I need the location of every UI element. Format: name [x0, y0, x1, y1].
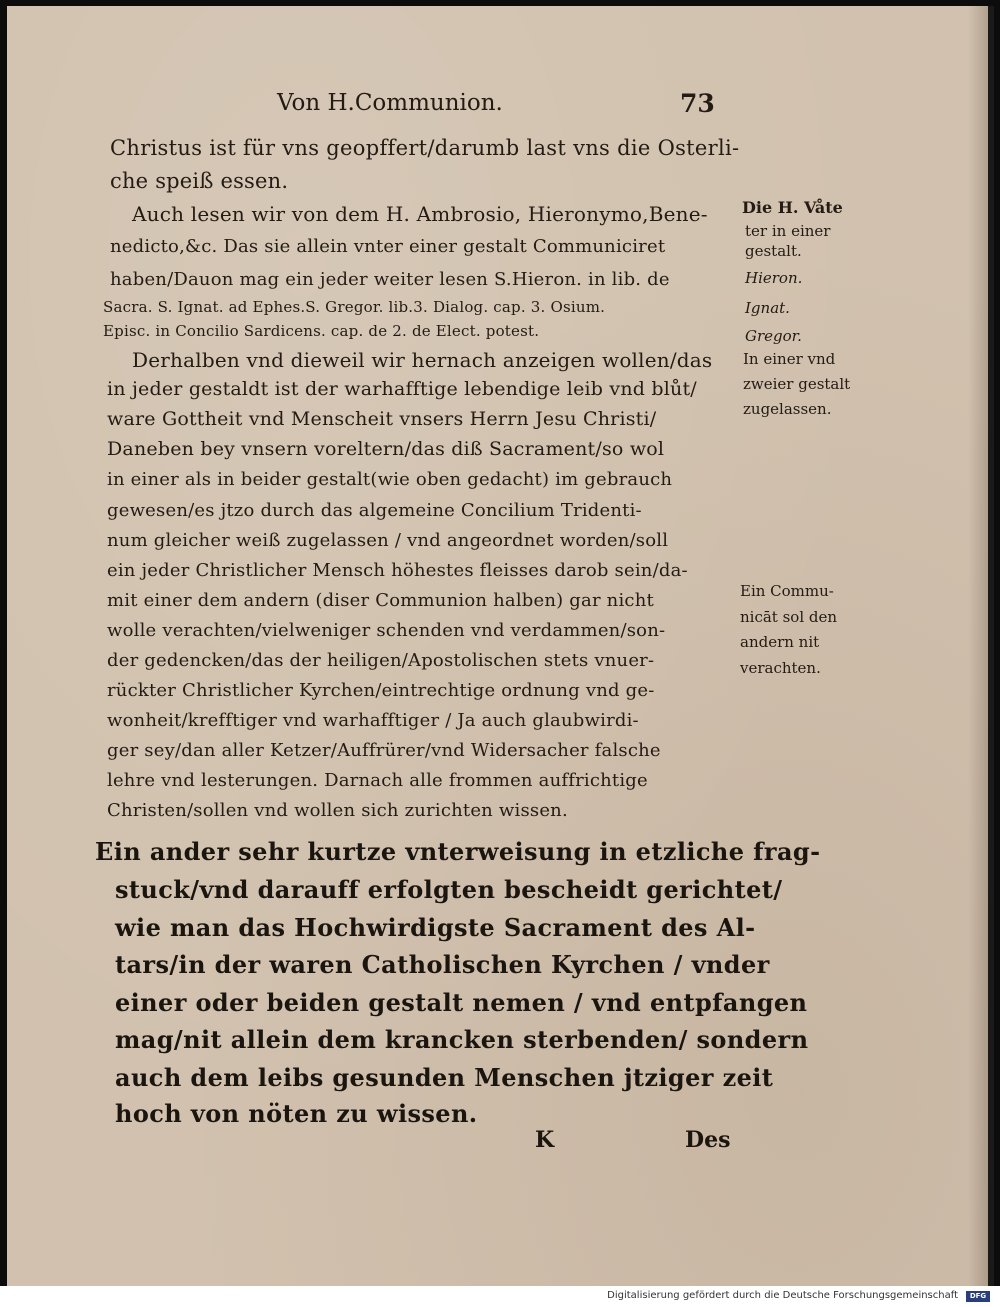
margin-note: ter in einer [745, 222, 831, 240]
body-line: nedicto,&c. Das sie allein vnter einer gestalt Communiciret [110, 236, 666, 257]
margin-note: Gregor. [745, 327, 802, 345]
section-heading-line: mag/nit allein dem krancken sterbenden/ sondern [115, 1025, 809, 1054]
body-line: Christus ist für vns geopffert/darumb last vns die Osterli- [110, 136, 740, 160]
section-heading-line: stuck/vnd darauff erfolgten bescheidt gerichtet/ [115, 875, 783, 904]
body-line: in einer als in beider gestalt(wie oben gedacht) im gebrauch [107, 469, 673, 490]
section-heading-line: auch dem leibs gesunden Menschen jtziger zeit [115, 1063, 774, 1092]
body-line: Derhalben vnd dieweil wir hernach anzeigen wollen/das [132, 348, 713, 372]
body-line: haben/Dauon mag ein jeder weiter lesen S.Hieron. in lib. de [110, 269, 670, 290]
footer-bar [0, 1286, 1000, 1307]
margin-note: Ein Commu- [740, 582, 834, 600]
margin-note: andern nit [740, 633, 820, 651]
body-line: ein jeder Christlicher Mensch höhestes fleisses darob sein/da- [107, 560, 688, 581]
body-line: Episc. in Concilio Sardicens. cap. de 2. de Elect. potest. [103, 322, 540, 340]
section-heading-line: tars/in der waren Catholischen Kyrchen / vnder [115, 950, 770, 979]
body-line: gewesen/es jtzo durch das algemeine Concilium Tridenti- [107, 500, 642, 521]
body-line: num gleicher weiß zugelassen / vnd angeordnet worden/soll [107, 530, 669, 551]
book-page [7, 6, 994, 1286]
funding-notice: Digitalisierung gefördert durch die Deutsche Forschungsgemeinschaft [607, 1290, 958, 1301]
body-line: in jeder gestaldt ist der warhafftige lebendige leib vnd blůt/ [107, 378, 697, 400]
body-line: lehre vnd lesterungen. Darnach alle frommen auffrichtige [107, 770, 648, 791]
dfg-logo: DFG [966, 1291, 990, 1302]
margin-note: zweier gestalt [743, 375, 851, 393]
signature-mark: K [535, 1127, 555, 1153]
section-heading-line: Ein ander sehr kurtze vnterweisung in etzliche frag- [95, 837, 821, 866]
body-line: wolle verachten/vielweniger schenden vnd verdammen/son- [107, 620, 666, 641]
margin-note: In einer vnd [743, 350, 836, 368]
margin-note: Hieron. [745, 269, 803, 287]
margin-note: verachten. [740, 659, 821, 677]
margin-note: gestalt. [745, 242, 802, 260]
body-line: Daneben bey vnsern voreltern/das diß Sacrament/so wol [107, 438, 665, 460]
body-line: Christen/sollen vnd wollen sich zurichten wissen. [107, 800, 568, 821]
margin-note: zugelassen. [743, 400, 832, 418]
section-heading-line: einer oder beiden gestalt nemen / vnd entpfangen [115, 988, 808, 1017]
body-line: rückter Christlicher Kyrchen/eintrechtige ordnung vnd ge- [107, 680, 655, 701]
catchword: Des [685, 1127, 731, 1153]
margin-note: Die H. Våte [742, 198, 843, 217]
page-number: 73 [680, 89, 715, 118]
body-line: wonheit/krefftiger vnd warhafftiger / Ja auch glaubwirdi- [107, 710, 639, 731]
body-line: der gedencken/das der heiligen/Apostolischen stets vnuer- [107, 650, 655, 671]
margin-note: nicāt sol den [740, 608, 838, 626]
running-title: Von H.Communion. [277, 90, 503, 116]
body-line: Auch lesen wir von dem H. Ambrosio, Hieronymo,Bene- [132, 202, 708, 226]
body-line: Sacra. S. Ignat. ad Ephes.S. Gregor. lib.3. Dialog. cap. 3. Osium. [103, 298, 606, 316]
body-line: ware Gottheit vnd Menscheit vnsers Herrn Jesu Christi/ [107, 408, 657, 430]
body-line: che speiß essen. [110, 169, 289, 193]
body-line: ger sey/dan aller Ketzer/Auffrürer/vnd Widersacher falsche [107, 740, 661, 761]
section-heading-line: wie man das Hochwirdigste Sacrament des Al- [115, 913, 756, 942]
body-line: mit einer dem andern (diser Communion halben) gar nicht [107, 590, 654, 611]
section-heading-line: hoch von nöten zu wissen. [115, 1099, 478, 1128]
margin-note: Ignat. [745, 299, 790, 317]
